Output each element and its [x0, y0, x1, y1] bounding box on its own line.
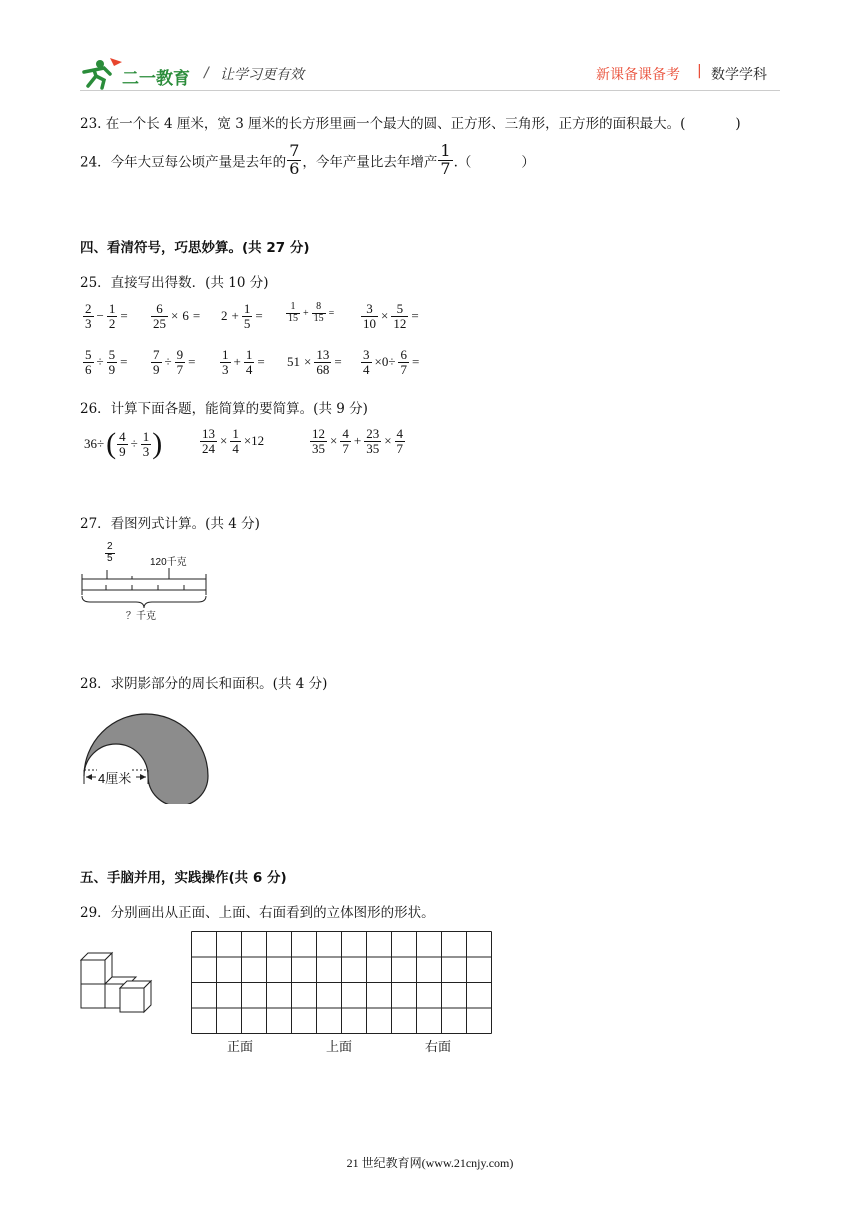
question-26-title: 26．计算下面各题，能简算的要简算。(共 9 分): [80, 401, 368, 417]
fraction: $\frac{5}{12}$: [393, 301, 407, 331]
grid-label-front: 正面: [227, 1040, 254, 1055]
slogan: 让学习更有效: [220, 67, 304, 83]
q28-shaded-figure: [80, 700, 214, 804]
fraction: $\frac{6}{25}$: [153, 301, 166, 331]
fraction: $\frac{5}{6}$: [85, 347, 92, 377]
fraction: $\frac{1}{3}$: [222, 347, 229, 377]
fraction: $\frac{5}{9}$: [108, 347, 116, 377]
q27-line-diagram: $\frac{2}{5}$ 120千克 ？千克: [80, 542, 210, 624]
q26-expression-1: 36÷( $\frac{4}{9}$ ÷ $\frac{1}{3}$ ): [84, 427, 163, 460]
header-rule: [80, 90, 780, 91]
question-23: [80, 112, 741, 132]
question-24: [80, 143, 535, 178]
q25-expression: $\frac{5}{6}$ ÷ $\frac{5}{9}$ =: [85, 347, 128, 377]
question-27-title: 27．看图列式计算。(共 4 分): [80, 516, 260, 532]
fraction: $\frac{3}{4}$: [363, 347, 370, 377]
header-right-title: 新课备课备考: [596, 67, 680, 83]
drawing-grid[interactable]: [191, 931, 492, 1034]
unknown-label: ？千克: [126, 611, 156, 622]
question-23-text: 23. 在一个长 4 厘米，宽 3 厘米的长方形里画一个最大的圆、正方形、三角形，正方形的面积最大。(: [80, 116, 686, 132]
question-25-title: 25．直接写出得数．(共 10 分): [80, 275, 269, 291]
header-subject: 数学学科: [711, 67, 767, 83]
q25-expression: $\frac{2}{3}$ − $\frac{1}{2}$ =: [85, 301, 128, 331]
logo-runner-icon: [80, 56, 124, 90]
logo-text: 二一教育: [122, 69, 190, 89]
fraction: $\frac{8}{15}$: [313, 301, 324, 324]
question-24-mid: ，今年产量比去年增产: [302, 154, 438, 171]
q25-expression: 2 + $\frac{1}{5}$ =: [221, 301, 263, 331]
q25-expression: $\frac{7}{9}$ ÷ $\frac{9}{7}$ =: [153, 347, 196, 377]
q26-expression-3: $\frac{12}{35}$ × $\frac{4}{7}$ + $\frac{23}{35}$ × $\frac{4}{7}$: [312, 426, 404, 456]
fraction: $\frac{6}{7}$: [400, 347, 407, 377]
question-29-title: 29．分别画出从正面、上面、右面看到的立体图形的形状。: [80, 905, 435, 921]
cube-stack-figure: [80, 948, 162, 1016]
footer: 21 世纪教育网(www.21cnjy.com): [346, 1156, 514, 1170]
fraction: $\frac{7}{6}$: [289, 141, 300, 178]
header: [80, 56, 780, 92]
question-24-prefix: 24．今年大豆每公顷产量是去年的: [80, 154, 287, 171]
q25-expression: $\frac{1}{3}$ + $\frac{1}{4}$ =: [222, 347, 265, 377]
fraction: $\frac{1}{2}$: [108, 301, 116, 331]
shaded-shape: [80, 700, 214, 804]
fraction: $\frac{1}{7}$: [440, 141, 451, 178]
fraction: $\frac{2}{3}$: [85, 301, 92, 331]
fraction: $\frac{3}{10}$: [363, 301, 376, 331]
q25-expression: $\frac{3}{10}$ × $\frac{5}{12}$ =: [363, 301, 419, 331]
grid-label-right: 右面: [425, 1040, 452, 1055]
q25-expression: $\frac{3}{4}$ ×0÷ $\frac{6}{7}$ =: [363, 347, 420, 377]
answer-paren-close: ): [735, 116, 741, 132]
q25-expression: $\frac{6}{25}$ × 6 =: [153, 301, 201, 331]
q26-expression-2: $\frac{13}{24}$ × $\frac{1}{4}$ ×12: [202, 426, 265, 456]
section-5-title: 五、手脑并用，实践操作(共 6 分): [80, 870, 287, 886]
q25-expression: 51 × $\frac{13}{68}$ =: [287, 347, 342, 377]
weight-label: 120千克: [150, 557, 187, 568]
header-separator: |: [697, 63, 702, 79]
dimension-label: 4厘米: [97, 768, 132, 787]
fraction: $\frac{9}{7}$: [176, 347, 184, 377]
slogan-separator: /: [204, 65, 209, 81]
section-4-title: 四、看清符号，巧思妙算。(共 27 分): [80, 240, 310, 256]
answer-paren-close: ）: [521, 154, 535, 171]
grid-label-top: 上面: [326, 1040, 353, 1055]
fraction: $\frac{13}{68}$: [316, 347, 330, 377]
fraction: $\frac{1}{4}$: [245, 347, 253, 377]
question-24-suffix: .（: [453, 154, 472, 171]
fraction: $\frac{7}{9}$: [153, 347, 160, 377]
question-28-title: 28．求阴影部分的周长和面积。(共 4 分): [80, 676, 328, 692]
fraction: $\frac{1}{5}$: [243, 301, 251, 331]
q25-expression: $\frac{1}{15}$ + $\frac{8}{15}$ =: [288, 301, 335, 324]
fraction: $\frac{1}{15}$: [288, 301, 298, 324]
